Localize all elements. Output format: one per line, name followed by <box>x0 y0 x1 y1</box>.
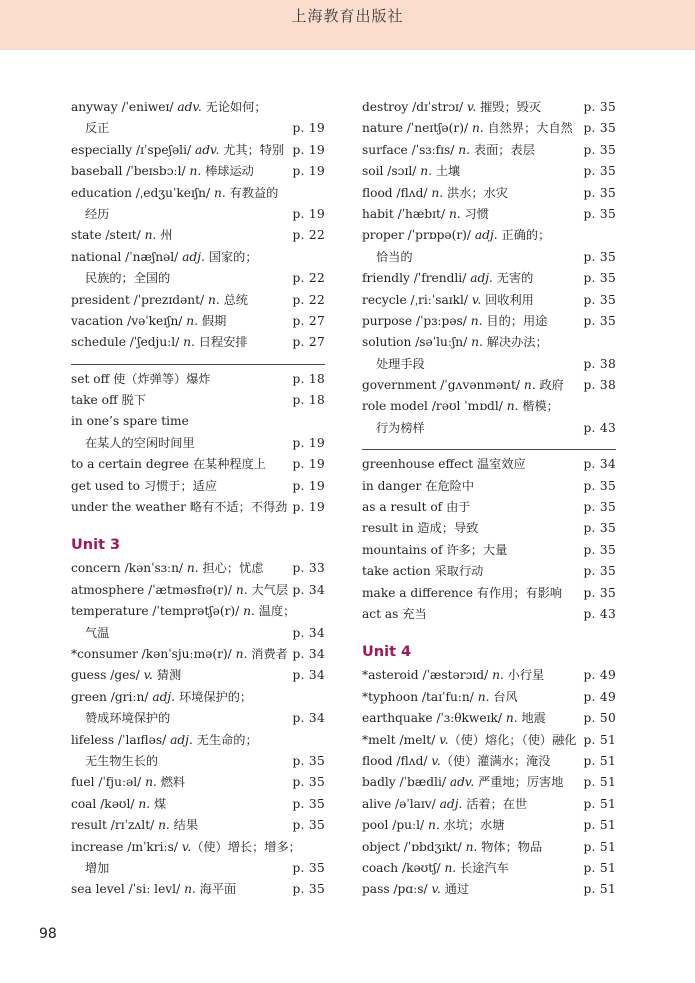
entry-term: make a difference 有作用；有影响 <box>362 585 563 600</box>
entry-page-ref: p. 35 <box>583 142 616 157</box>
entry-term: result in 造成；导致 <box>362 521 479 536</box>
vocab-entry <box>71 433 325 454</box>
entry-page-ref: p. 51 <box>583 732 616 747</box>
entry-page-ref: p. 35 <box>583 500 616 515</box>
vocab-entry <box>71 390 325 411</box>
vocab-entry <box>362 497 616 518</box>
vocab-entry <box>362 225 616 246</box>
vocab-entry <box>362 375 616 396</box>
entry-page-ref: p. 35 <box>583 564 616 579</box>
entry-term: *melt /melt/ v.（使）熔化；（使）融化 <box>362 732 577 747</box>
entry-page-ref: p. 35 <box>583 249 616 264</box>
entry-term: *asteroid /ˈæstərɔɪd/ n. 小行星 <box>362 668 545 683</box>
entry-term: 赞成环境保护的 <box>85 711 171 726</box>
entry-page-ref: p. 35 <box>292 882 325 897</box>
entry-term: atmosphere /ˈætməsfɪə(r)/ n. 大气层 <box>71 582 289 597</box>
entry-term: act as 充当 <box>362 606 427 621</box>
vocab-entry <box>71 815 325 836</box>
vocab-entry <box>71 730 325 751</box>
vocab-entry <box>362 418 616 439</box>
entry-term: as a result of 由于 <box>362 500 471 515</box>
entry-term: destroy /dɪˈstrɔɪ/ v. 摧毁；毁灭 <box>362 100 542 114</box>
entry-term: to a certain degree 在某种程度上 <box>71 457 266 472</box>
entry-page-ref: p. 34 <box>292 711 325 726</box>
vocab-entry <box>71 858 325 879</box>
vocab-entry <box>362 140 616 161</box>
vocab-entry <box>71 879 325 900</box>
vocab-entry <box>362 794 616 815</box>
vocab-entry <box>362 858 616 879</box>
section-divider <box>71 364 325 365</box>
vocab-entry <box>71 837 325 858</box>
entry-term: guess /ges/ v. 猜测 <box>71 668 182 683</box>
vocab-entry <box>71 140 325 161</box>
vocab-entry <box>362 396 616 417</box>
entry-term: fuel /ˈfjuːəl/ n. 燃料 <box>71 775 186 790</box>
entry-term: take off 脱下 <box>71 393 146 408</box>
entry-page-ref: p. 35 <box>583 292 616 307</box>
entry-term: state /steɪt/ n. 州 <box>71 228 173 243</box>
vocab-entry <box>362 118 616 139</box>
entry-page-ref: p. 35 <box>292 818 325 833</box>
entry-term: 经历 <box>85 206 110 221</box>
entry-term: pass /pɑːs/ v. 通过 <box>362 882 470 897</box>
entry-term: mountains of 许多；大量 <box>362 542 508 557</box>
entry-page-ref: p. 35 <box>583 271 616 286</box>
unit-3-heading: Unit 3 <box>71 537 121 554</box>
entry-page-ref: p. 49 <box>583 689 616 704</box>
entry-page-ref: p. 35 <box>583 313 616 328</box>
vocab-entry <box>71 644 325 665</box>
entry-term: in danger 在危险中 <box>362 478 475 493</box>
unit-3-vocab-list <box>71 558 325 900</box>
entry-page-ref: p. 51 <box>583 753 616 768</box>
entry-page-ref: p. 35 <box>583 206 616 221</box>
entry-page-ref: p. 51 <box>583 882 616 897</box>
entry-term: especially /ɪˈspeʃəli/ adv. 尤其；特别 <box>71 142 285 157</box>
entry-term: nature /ˈneɪtʃə(r)/ n. 自然界；大自然 <box>362 121 573 136</box>
vocab-entry <box>362 247 616 268</box>
vocab-entry <box>71 454 325 475</box>
vocab-entry <box>362 332 616 353</box>
vocab-entry <box>71 369 325 390</box>
vocab-list-group1 <box>362 97 616 439</box>
entry-term: lifeless /ˈlaɪfləs/ adj. 无生命的； <box>71 732 258 747</box>
entry-term: education /ˌedʒuˈkeɪʃn/ n. 有教益的 <box>71 185 279 200</box>
entry-term: *consumer /kənˈsjuːmə(r)/ n. 消费者 <box>71 646 288 661</box>
entry-page-ref: p. 51 <box>583 839 616 854</box>
vocab-entry <box>362 879 616 900</box>
vocab-entry <box>71 411 325 432</box>
entry-page-ref: p. 35 <box>583 121 616 136</box>
entry-page-ref: p. 35 <box>583 100 616 114</box>
vocab-entry <box>71 161 325 182</box>
entry-page-ref: p. 38 <box>583 378 616 393</box>
entry-page-ref: p. 19 <box>292 435 325 450</box>
entry-page-ref: p. 51 <box>583 796 616 811</box>
entry-term: 在某人的空闲时间里 <box>85 435 195 450</box>
vocab-entry <box>71 118 325 139</box>
vocab-entry <box>362 540 616 561</box>
vocab-entry <box>362 708 616 729</box>
vocab-entry <box>71 225 325 246</box>
entry-term: recycle /ˌriːˈsaɪkl/ v. 回收利用 <box>362 292 534 307</box>
vocab-entry <box>71 580 325 601</box>
vocab-entry <box>362 354 616 375</box>
vocab-entry <box>362 204 616 225</box>
entry-page-ref: p. 35 <box>583 478 616 493</box>
entry-page-ref: p. 35 <box>583 542 616 557</box>
entry-term: habit /ˈhæbɪt/ n. 习惯 <box>362 206 489 221</box>
entry-term: soil /sɔɪl/ n. 土壤 <box>362 164 461 179</box>
entry-page-ref: p. 19 <box>292 142 325 157</box>
entry-term: badly /ˈbædli/ adv. 严重地；厉害地 <box>362 775 564 790</box>
vocab-entry <box>362 183 616 204</box>
entry-term: surface /ˈsɜːfɪs/ n. 表面；表层 <box>362 142 535 157</box>
vocab-entry <box>71 601 325 622</box>
vocab-entry <box>362 665 616 686</box>
vocab-entry <box>362 290 616 311</box>
entry-term: increase /ɪnˈkriːs/ v.（使）增长；增多； <box>71 839 301 854</box>
vocab-entry <box>71 772 325 793</box>
vocab-entry <box>362 751 616 772</box>
unit-4-vocab-list <box>362 665 616 900</box>
vocab-entry <box>362 561 616 582</box>
vocab-entry <box>71 204 325 225</box>
entry-term: greenhouse effect 温室效应 <box>362 457 526 472</box>
page-number: 98 <box>39 926 57 942</box>
vocab-entry <box>362 97 616 118</box>
vocab-entry <box>362 161 616 182</box>
entry-page-ref: p. 19 <box>292 164 325 179</box>
vocab-entry <box>362 687 616 708</box>
vocab-entry <box>362 268 616 289</box>
vocab-entry <box>362 604 616 625</box>
vocab-entry <box>362 730 616 751</box>
entry-page-ref: p. 18 <box>292 393 325 408</box>
entry-term: pool /puːl/ n. 水坑；水塘 <box>362 818 505 833</box>
entry-page-ref: p. 27 <box>292 335 325 350</box>
entry-page-ref: p. 51 <box>583 775 616 790</box>
entry-term: 处理手段 <box>376 356 425 371</box>
vocab-entry <box>71 290 325 311</box>
left-column <box>71 97 325 901</box>
vocab-entry <box>71 623 325 644</box>
entry-page-ref: p. 51 <box>583 860 616 875</box>
entry-page-ref: p. 49 <box>583 668 616 683</box>
entry-term: alive /əˈlaɪv/ adj. 活着；在世 <box>362 796 528 811</box>
entry-page-ref: p. 35 <box>292 860 325 875</box>
entry-page-ref: p. 43 <box>583 420 616 435</box>
entry-term: 恰当的 <box>376 249 413 264</box>
entry-term: national /ˈnæʃnəl/ adj. 国家的； <box>71 249 258 264</box>
section-divider <box>362 449 616 450</box>
vocab-entry <box>362 583 616 604</box>
entry-term: green /griːn/ adj. 环境保护的； <box>71 689 253 704</box>
entry-page-ref: p. 38 <box>583 356 616 371</box>
entry-term: baseball /ˈbeɪsbɔːl/ n. 棒球运动 <box>71 164 254 179</box>
entry-page-ref: p. 35 <box>292 775 325 790</box>
entry-term: 反正 <box>85 121 110 136</box>
entry-term: anyway /ˈeniweɪ/ adv. 无论如何； <box>71 100 267 114</box>
entry-term: government /ˈgʌvənmənt/ n. 政府 <box>362 378 564 393</box>
entry-term: purpose /ˈpɜːpəs/ n. 目的；用途 <box>362 313 548 328</box>
entry-term: result /rɪˈzʌlt/ n. 结果 <box>71 818 199 833</box>
entry-page-ref: p. 33 <box>292 561 325 576</box>
vocab-entry <box>71 687 325 708</box>
entry-term: friendly /ˈfrendli/ adj. 无害的 <box>362 271 534 286</box>
vocab-entry <box>71 97 325 118</box>
entry-page-ref: p. 35 <box>583 164 616 179</box>
entry-page-ref: p. 19 <box>292 478 325 493</box>
vocab-entry <box>71 247 325 268</box>
vocab-entry <box>71 497 325 518</box>
entry-page-ref: p. 43 <box>583 606 616 621</box>
entry-page-ref: p. 19 <box>292 457 325 472</box>
entry-term: sea level /ˈsiː levl/ n. 海平面 <box>71 882 237 897</box>
publisher-name: 上海教育出版社 <box>291 7 404 25</box>
entry-term: 行为榜样 <box>376 420 425 435</box>
entry-page-ref: p. 35 <box>292 753 325 768</box>
vocab-entry <box>362 772 616 793</box>
vocab-entry <box>71 558 325 579</box>
entry-term: concern /kənˈsɜːn/ n. 担心；忧虑 <box>71 561 264 576</box>
entry-page-ref: p. 34 <box>583 457 616 472</box>
vocab-entry <box>71 268 325 289</box>
entry-page-ref: p. 35 <box>583 185 616 200</box>
entry-term: 气温 <box>85 625 110 640</box>
entry-term: set off 使（炸弹等）爆炸 <box>71 371 211 386</box>
entry-term: solution /səˈluːʃn/ n. 解决办法； <box>362 335 548 350</box>
vocab-entry <box>362 518 616 539</box>
entry-page-ref: p. 18 <box>292 371 325 386</box>
entry-page-ref: p. 35 <box>292 796 325 811</box>
entry-term: earthquake /ˈɜːθkweɪk/ n. 地震 <box>362 711 546 726</box>
vocab-entry <box>362 311 616 332</box>
phrase-list-group2 <box>362 454 616 625</box>
vocab-entry <box>362 837 616 858</box>
vocab-entry <box>71 311 325 332</box>
vocab-entry <box>362 815 616 836</box>
entry-term: flood /flʌd/ n. 洪水；水灾 <box>362 185 508 200</box>
entry-term: coach /kəʊtʃ/ n. 长途汽车 <box>362 860 509 875</box>
vocab-list-group1 <box>71 97 325 354</box>
entry-term: temperature /ˈtemprətʃə(r)/ n. 温度； <box>71 604 296 619</box>
entry-term: under the weather 略有不适；不得劲 <box>71 500 288 515</box>
vocab-entry <box>71 665 325 686</box>
entry-term: 增加 <box>85 860 110 875</box>
entry-term: proper /ˈprɒpə(r)/ adj. 正确的； <box>362 228 551 243</box>
entry-page-ref: p. 50 <box>583 711 616 726</box>
entry-term: get used to 习惯于；适应 <box>71 478 218 493</box>
vocab-entry <box>71 183 325 204</box>
entry-page-ref: p. 19 <box>292 500 325 515</box>
entry-page-ref: p. 19 <box>292 121 325 136</box>
vocab-entry <box>362 476 616 497</box>
entry-page-ref: p. 22 <box>292 271 325 286</box>
vocab-entry <box>71 476 325 497</box>
entry-page-ref: p. 35 <box>583 585 616 600</box>
entry-term: role model /rəʊl ˈmɒdl/ n. 楷模； <box>362 399 559 414</box>
entry-page-ref: p. 35 <box>583 521 616 536</box>
entry-page-ref: p. 34 <box>292 668 325 683</box>
vocab-entry <box>71 708 325 729</box>
entry-term: in one’s spare time <box>71 414 189 429</box>
entry-term: *typhoon /taɪˈfuːn/ n. 台风 <box>362 689 518 704</box>
entry-page-ref: p. 19 <box>292 206 325 221</box>
right-column <box>362 97 616 901</box>
entry-page-ref: p. 27 <box>292 313 325 328</box>
entry-term: take action 采取行动 <box>362 564 484 579</box>
entry-term: 无生物生长的 <box>85 753 159 768</box>
publisher-header <box>0 0 695 50</box>
entry-term: flood /flʌd/ v.（使）灌满水；淹没 <box>362 753 551 768</box>
vocab-entry <box>71 332 325 353</box>
entry-page-ref: p. 34 <box>292 582 325 597</box>
entry-term: object /ˈɒbdʒɪkt/ n. 物体；物品 <box>362 839 543 854</box>
vocab-entry <box>71 751 325 772</box>
entry-term: schedule /ˈʃedjuːl/ n. 日程安排 <box>71 335 248 350</box>
entry-page-ref: p. 51 <box>583 818 616 833</box>
vocab-entry <box>71 794 325 815</box>
entry-page-ref: p. 22 <box>292 228 325 243</box>
unit-4-heading: Unit 4 <box>362 644 412 661</box>
entry-term: coal /kəʊl/ n. 煤 <box>71 796 167 811</box>
entry-page-ref: p. 22 <box>292 292 325 307</box>
entry-page-ref: p. 34 <box>292 646 325 661</box>
entry-term: president /ˈprezɪdənt/ n. 总统 <box>71 292 248 307</box>
entry-page-ref: p. 34 <box>292 625 325 640</box>
entry-term: vacation /vəˈkeɪʃn/ n. 假期 <box>71 313 227 328</box>
entry-term: 民族的；全国的 <box>85 271 171 286</box>
phrase-list-group2 <box>71 369 325 519</box>
vocab-entry <box>362 454 616 475</box>
